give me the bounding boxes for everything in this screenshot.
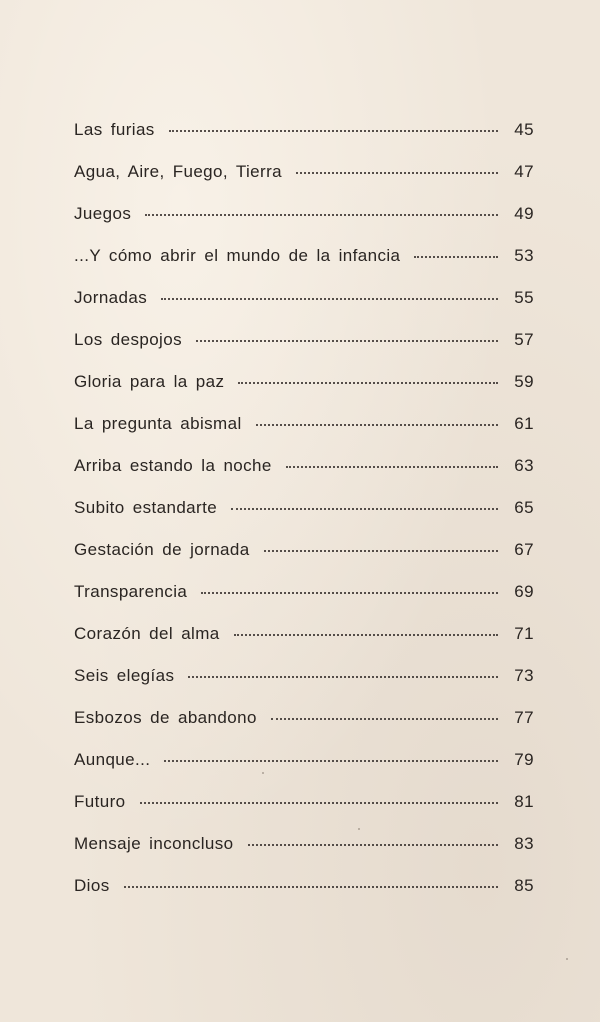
dot-leader [256, 424, 498, 426]
toc-entry-title: Agua, Aire, Fuego, Tierra [74, 162, 282, 181]
toc-entry-title: La pregunta abismal [74, 414, 242, 433]
toc-entry-page-number: 61 [514, 414, 534, 433]
toc-entry-title: Los despojos [74, 330, 182, 349]
toc-entry [74, 162, 534, 204]
toc-entry-page-number: 45 [514, 120, 534, 139]
dot-leader [188, 676, 498, 678]
toc-entry [74, 456, 534, 498]
toc-entry-page-number: 83 [514, 834, 534, 853]
dot-leader [201, 592, 498, 594]
toc-entry-page-number: 79 [514, 750, 534, 769]
dot-leader [145, 214, 498, 216]
toc-entry [74, 372, 534, 414]
toc-entry-page-number: 65 [514, 498, 534, 517]
table-of-contents [74, 120, 534, 918]
toc-entry [74, 666, 534, 708]
toc-entry [74, 708, 534, 750]
toc-entry-title: Gestación de jornada [74, 540, 250, 559]
toc-entry-title: Subito estandarte [74, 498, 218, 517]
toc-entry [74, 792, 534, 834]
toc-entry-title: Arriba estando la noche [74, 456, 272, 475]
toc-entry-title: Jornadas [74, 288, 148, 307]
toc-entry-title: ...Y cómo abrir el mundo de la infancia [74, 246, 401, 265]
toc-entry-page-number: 77 [514, 708, 534, 727]
toc-entry [74, 876, 534, 918]
toc-entry-title: Esbozos de abandono [74, 708, 257, 727]
toc-entry-title: Seis elegías [74, 666, 175, 685]
toc-entry-page-number: 49 [514, 204, 534, 223]
dot-leader [238, 382, 498, 384]
toc-entry-page-number: 85 [514, 876, 534, 895]
toc-entry [74, 330, 534, 372]
toc-entry-title: Futuro [74, 792, 126, 811]
toc-entry-title: Transparencia [74, 582, 188, 601]
toc-entry-title: Las furias [74, 120, 155, 139]
toc-entry-page-number: 55 [514, 288, 534, 307]
dot-leader [196, 340, 498, 342]
dot-leader [286, 466, 498, 468]
toc-entry [74, 414, 534, 456]
toc-entry-page-number: 57 [514, 330, 534, 349]
dot-leader [234, 634, 498, 636]
toc-entry [74, 246, 534, 288]
dot-leader [296, 172, 498, 174]
toc-entry [74, 120, 534, 162]
dot-leader [169, 130, 498, 132]
toc-entry [74, 834, 534, 876]
paper-speck [566, 958, 568, 960]
toc-entry-title: Gloria para la paz [74, 372, 225, 391]
toc-entry [74, 750, 534, 792]
toc-entry-page-number: 53 [514, 246, 534, 265]
toc-entry-title: Aunque... [74, 750, 151, 769]
dot-leader [271, 718, 498, 720]
toc-entry-title: Corazón del alma [74, 624, 220, 643]
dot-leader [164, 760, 498, 762]
toc-entry-page-number: 59 [514, 372, 534, 391]
toc-entry-page-number: 63 [514, 456, 534, 475]
toc-entry-title: Dios [74, 876, 110, 895]
toc-entry [74, 582, 534, 624]
toc-entry-page-number: 71 [514, 624, 534, 643]
dot-leader [414, 256, 498, 258]
toc-entry-page-number: 67 [514, 540, 534, 559]
toc-entry [74, 288, 534, 330]
dot-leader [124, 886, 498, 888]
dot-leader [140, 802, 498, 804]
dot-leader [264, 550, 498, 552]
toc-entry-page-number: 47 [514, 162, 534, 181]
dot-leader [248, 844, 498, 846]
toc-entry-page-number: 81 [514, 792, 534, 811]
toc-entry [74, 624, 534, 666]
toc-entry-page-number: 73 [514, 666, 534, 685]
toc-entry [74, 498, 534, 540]
toc-entry [74, 204, 534, 246]
dot-leader [161, 298, 498, 300]
toc-entry-title: Juegos [74, 204, 132, 223]
toc-entry [74, 540, 534, 582]
dot-leader [231, 508, 498, 510]
toc-entry-page-number: 69 [514, 582, 534, 601]
toc-entry-title: Mensaje inconcluso [74, 834, 234, 853]
